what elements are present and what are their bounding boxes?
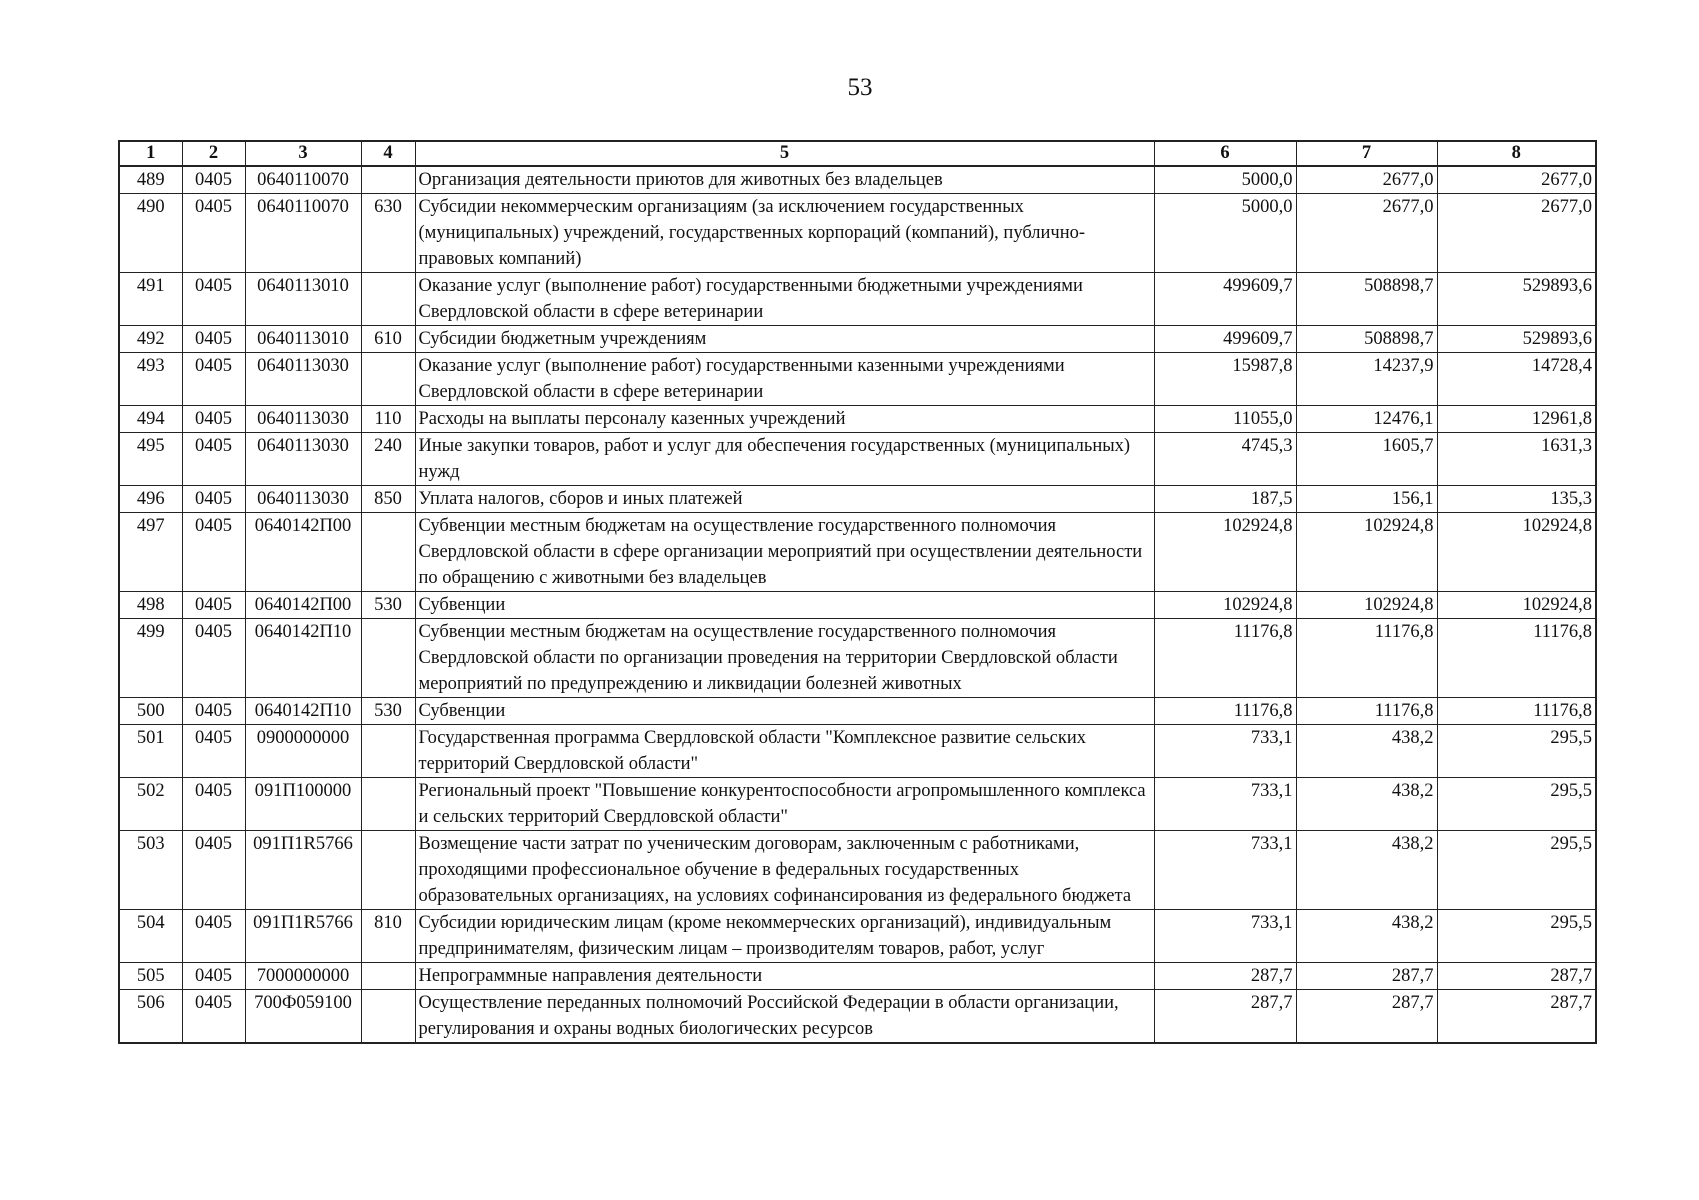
table-row xyxy=(119,166,1596,194)
amount-col-7: 14237,9 xyxy=(1296,353,1437,406)
expense-type-code: 530 xyxy=(361,698,415,725)
amount-col-7: 11176,8 xyxy=(1296,619,1437,698)
target-code: 0640113030 xyxy=(245,353,361,406)
section-code: 0405 xyxy=(182,166,245,194)
section-code: 0405 xyxy=(182,194,245,273)
table-row xyxy=(119,194,1596,273)
amount-col-7: 11176,8 xyxy=(1296,698,1437,725)
amount-col-7: 2677,0 xyxy=(1296,194,1437,273)
amount-col-6: 187,5 xyxy=(1154,486,1296,513)
expense-description: Субсидии бюджетным учреждениям xyxy=(415,326,1154,353)
table-row xyxy=(119,831,1596,910)
amount-col-8: 102924,8 xyxy=(1437,592,1596,619)
expense-description: Субвенции xyxy=(415,592,1154,619)
amount-col-7: 156,1 xyxy=(1296,486,1437,513)
table-body xyxy=(119,166,1596,1043)
amount-col-6: 287,7 xyxy=(1154,963,1296,990)
section-code: 0405 xyxy=(182,963,245,990)
amount-col-8: 287,7 xyxy=(1437,963,1596,990)
target-code: 0640142П10 xyxy=(245,698,361,725)
row-number: 491 xyxy=(119,273,182,326)
expense-description: Субвенции местным бюджетам на осуществление государственного полномочия Свердловской области по организации проведения на территории Свердловской области мероприятий по предупреждению и ликвидации болезней животных xyxy=(415,619,1154,698)
amount-col-6: 11055,0 xyxy=(1154,406,1296,433)
amount-col-7: 1605,7 xyxy=(1296,433,1437,486)
amount-col-7: 438,2 xyxy=(1296,910,1437,963)
target-code: 7000000000 xyxy=(245,963,361,990)
table-header-row xyxy=(119,141,1596,166)
target-code: 0640142П00 xyxy=(245,513,361,592)
row-number: 503 xyxy=(119,831,182,910)
expense-type-code: 240 xyxy=(361,433,415,486)
expense-type-code xyxy=(361,963,415,990)
amount-col-6: 733,1 xyxy=(1154,910,1296,963)
table-row xyxy=(119,963,1596,990)
target-code: 0640113030 xyxy=(245,406,361,433)
expense-type-code xyxy=(361,273,415,326)
expense-description: Осуществление переданных полномочий Российской Федерации в области организации, регулирования и охраны водных биологических ресурсов xyxy=(415,990,1154,1044)
column-header: 8 xyxy=(1437,141,1596,166)
expense-description: Иные закупки товаров, работ и услуг для обеспечения государственных (муниципальных) нужд xyxy=(415,433,1154,486)
table-row xyxy=(119,778,1596,831)
amount-col-7: 438,2 xyxy=(1296,725,1437,778)
amount-col-7: 508898,7 xyxy=(1296,326,1437,353)
expense-type-code xyxy=(361,725,415,778)
amount-col-7: 438,2 xyxy=(1296,831,1437,910)
amount-col-6: 11176,8 xyxy=(1154,619,1296,698)
expense-type-code: 110 xyxy=(361,406,415,433)
expense-type-code: 810 xyxy=(361,910,415,963)
expense-description: Расходы на выплаты персоналу казенных учреждений xyxy=(415,406,1154,433)
row-number: 502 xyxy=(119,778,182,831)
section-code: 0405 xyxy=(182,619,245,698)
amount-col-8: 2677,0 xyxy=(1437,194,1596,273)
target-code: 0640113030 xyxy=(245,486,361,513)
section-code: 0405 xyxy=(182,592,245,619)
amount-col-7: 12476,1 xyxy=(1296,406,1437,433)
column-header: 7 xyxy=(1296,141,1437,166)
amount-col-6: 733,1 xyxy=(1154,831,1296,910)
table-row xyxy=(119,486,1596,513)
table-row xyxy=(119,433,1596,486)
section-code: 0405 xyxy=(182,990,245,1044)
amount-col-8: 295,5 xyxy=(1437,831,1596,910)
row-number: 492 xyxy=(119,326,182,353)
amount-col-8: 102924,8 xyxy=(1437,513,1596,592)
expense-type-code: 630 xyxy=(361,194,415,273)
expense-description: Субсидии некоммерческим организациям (за исключением государственных (муниципальных) учреждений, государственных корпораций (компаний), публично-правовых компаний) xyxy=(415,194,1154,273)
amount-col-6: 5000,0 xyxy=(1154,166,1296,194)
target-code: 0640142П10 xyxy=(245,619,361,698)
table-row xyxy=(119,273,1596,326)
target-code: 091П1R5766 xyxy=(245,831,361,910)
amount-col-7: 508898,7 xyxy=(1296,273,1437,326)
row-number: 500 xyxy=(119,698,182,725)
table-row xyxy=(119,513,1596,592)
expense-description: Субвенции местным бюджетам на осуществление государственного полномочия Свердловской области в сфере организации мероприятий при осуществлении деятельности по обращению с животными без владельцев xyxy=(415,513,1154,592)
amount-col-8: 295,5 xyxy=(1437,910,1596,963)
amount-col-6: 287,7 xyxy=(1154,990,1296,1044)
expense-type-code xyxy=(361,831,415,910)
amount-col-8: 1631,3 xyxy=(1437,433,1596,486)
expense-type-code: 850 xyxy=(361,486,415,513)
budget-table xyxy=(118,140,1597,1044)
expense-description: Непрограммные направления деятельности xyxy=(415,963,1154,990)
section-code: 0405 xyxy=(182,831,245,910)
section-code: 0405 xyxy=(182,698,245,725)
expense-type-code xyxy=(361,513,415,592)
expense-description: Региональный проект "Повышение конкурентоспособности агропромышленного комплекса и сельских территорий Свердловской области" xyxy=(415,778,1154,831)
target-code: 0900000000 xyxy=(245,725,361,778)
target-code: 700Ф059100 xyxy=(245,990,361,1044)
section-code: 0405 xyxy=(182,433,245,486)
column-header: 6 xyxy=(1154,141,1296,166)
row-number: 494 xyxy=(119,406,182,433)
amount-col-8: 529893,6 xyxy=(1437,326,1596,353)
amount-col-6: 733,1 xyxy=(1154,725,1296,778)
amount-col-8: 529893,6 xyxy=(1437,273,1596,326)
expense-description: Возмещение части затрат по ученическим договорам, заключенным с работниками, проходящими профессиональное обучение в федеральных государственных образовательных организациях, на условиях софинансирования из федерального бюджета xyxy=(415,831,1154,910)
expense-description: Оказание услуг (выполнение работ) государственными казенными учреждениями Свердловской области в сфере ветеринарии xyxy=(415,353,1154,406)
amount-col-6: 499609,7 xyxy=(1154,326,1296,353)
amount-col-8: 14728,4 xyxy=(1437,353,1596,406)
row-number: 505 xyxy=(119,963,182,990)
section-code: 0405 xyxy=(182,406,245,433)
amount-col-6: 5000,0 xyxy=(1154,194,1296,273)
expense-description: Организация деятельности приютов для животных без владельцев xyxy=(415,166,1154,194)
amount-col-6: 102924,8 xyxy=(1154,592,1296,619)
section-code: 0405 xyxy=(182,725,245,778)
row-number: 496 xyxy=(119,486,182,513)
amount-col-8: 12961,8 xyxy=(1437,406,1596,433)
section-code: 0405 xyxy=(182,486,245,513)
row-number: 495 xyxy=(119,433,182,486)
expense-type-code: 610 xyxy=(361,326,415,353)
amount-col-8: 295,5 xyxy=(1437,725,1596,778)
column-header: 5 xyxy=(415,141,1154,166)
amount-col-7: 287,7 xyxy=(1296,990,1437,1044)
expense-type-code xyxy=(361,778,415,831)
row-number: 499 xyxy=(119,619,182,698)
table-row xyxy=(119,619,1596,698)
table-row xyxy=(119,406,1596,433)
expense-description: Оказание услуг (выполнение работ) государственными бюджетными учреждениями Свердловской области в сфере ветеринарии xyxy=(415,273,1154,326)
target-code: 091П1R5766 xyxy=(245,910,361,963)
amount-col-8: 295,5 xyxy=(1437,778,1596,831)
expense-type-code xyxy=(361,619,415,698)
section-code: 0405 xyxy=(182,910,245,963)
amount-col-8: 11176,8 xyxy=(1437,619,1596,698)
section-code: 0405 xyxy=(182,778,245,831)
amount-col-6: 15987,8 xyxy=(1154,353,1296,406)
column-header: 2 xyxy=(182,141,245,166)
expense-type-code xyxy=(361,353,415,406)
row-number: 504 xyxy=(119,910,182,963)
amount-col-6: 499609,7 xyxy=(1154,273,1296,326)
section-code: 0405 xyxy=(182,273,245,326)
column-header: 4 xyxy=(361,141,415,166)
expense-type-code xyxy=(361,990,415,1044)
row-number: 490 xyxy=(119,194,182,273)
amount-col-6: 733,1 xyxy=(1154,778,1296,831)
row-number: 497 xyxy=(119,513,182,592)
expense-description: Государственная программа Свердловской области "Комплексное развитие сельских территорий Свердловской области" xyxy=(415,725,1154,778)
amount-col-7: 287,7 xyxy=(1296,963,1437,990)
target-code: 0640113010 xyxy=(245,273,361,326)
amount-col-7: 438,2 xyxy=(1296,778,1437,831)
target-code: 0640113030 xyxy=(245,433,361,486)
target-code: 091П100000 xyxy=(245,778,361,831)
expense-type-code xyxy=(361,166,415,194)
amount-col-7: 102924,8 xyxy=(1296,513,1437,592)
target-code: 0640110070 xyxy=(245,194,361,273)
amount-col-6: 4745,3 xyxy=(1154,433,1296,486)
section-code: 0405 xyxy=(182,513,245,592)
column-header: 1 xyxy=(119,141,182,166)
expense-description: Субвенции xyxy=(415,698,1154,725)
table-row xyxy=(119,353,1596,406)
expense-description: Уплата налогов, сборов и иных платежей xyxy=(415,486,1154,513)
row-number: 498 xyxy=(119,592,182,619)
amount-col-8: 11176,8 xyxy=(1437,698,1596,725)
amount-col-8: 2677,0 xyxy=(1437,166,1596,194)
row-number: 493 xyxy=(119,353,182,406)
page-number: 53 xyxy=(847,74,873,101)
row-number: 501 xyxy=(119,725,182,778)
amount-col-7: 2677,0 xyxy=(1296,166,1437,194)
table-row xyxy=(119,326,1596,353)
row-number: 489 xyxy=(119,166,182,194)
expense-description: Субсидии юридическим лицам (кроме некоммерческих организаций), индивидуальным предпринимателям, физическим лицам – производителям товаров, работ, услуг xyxy=(415,910,1154,963)
amount-col-6: 11176,8 xyxy=(1154,698,1296,725)
table-row xyxy=(119,592,1596,619)
section-code: 0405 xyxy=(182,353,245,406)
amount-col-8: 135,3 xyxy=(1437,486,1596,513)
table-row xyxy=(119,725,1596,778)
table-row xyxy=(119,698,1596,725)
column-header: 3 xyxy=(245,141,361,166)
row-number: 506 xyxy=(119,990,182,1044)
section-code: 0405 xyxy=(182,326,245,353)
target-code: 0640113010 xyxy=(245,326,361,353)
amount-col-8: 287,7 xyxy=(1437,990,1596,1044)
table-row xyxy=(119,990,1596,1044)
target-code: 0640142П00 xyxy=(245,592,361,619)
amount-col-7: 102924,8 xyxy=(1296,592,1437,619)
amount-col-6: 102924,8 xyxy=(1154,513,1296,592)
target-code: 0640110070 xyxy=(245,166,361,194)
expense-type-code: 530 xyxy=(361,592,415,619)
table-row xyxy=(119,910,1596,963)
